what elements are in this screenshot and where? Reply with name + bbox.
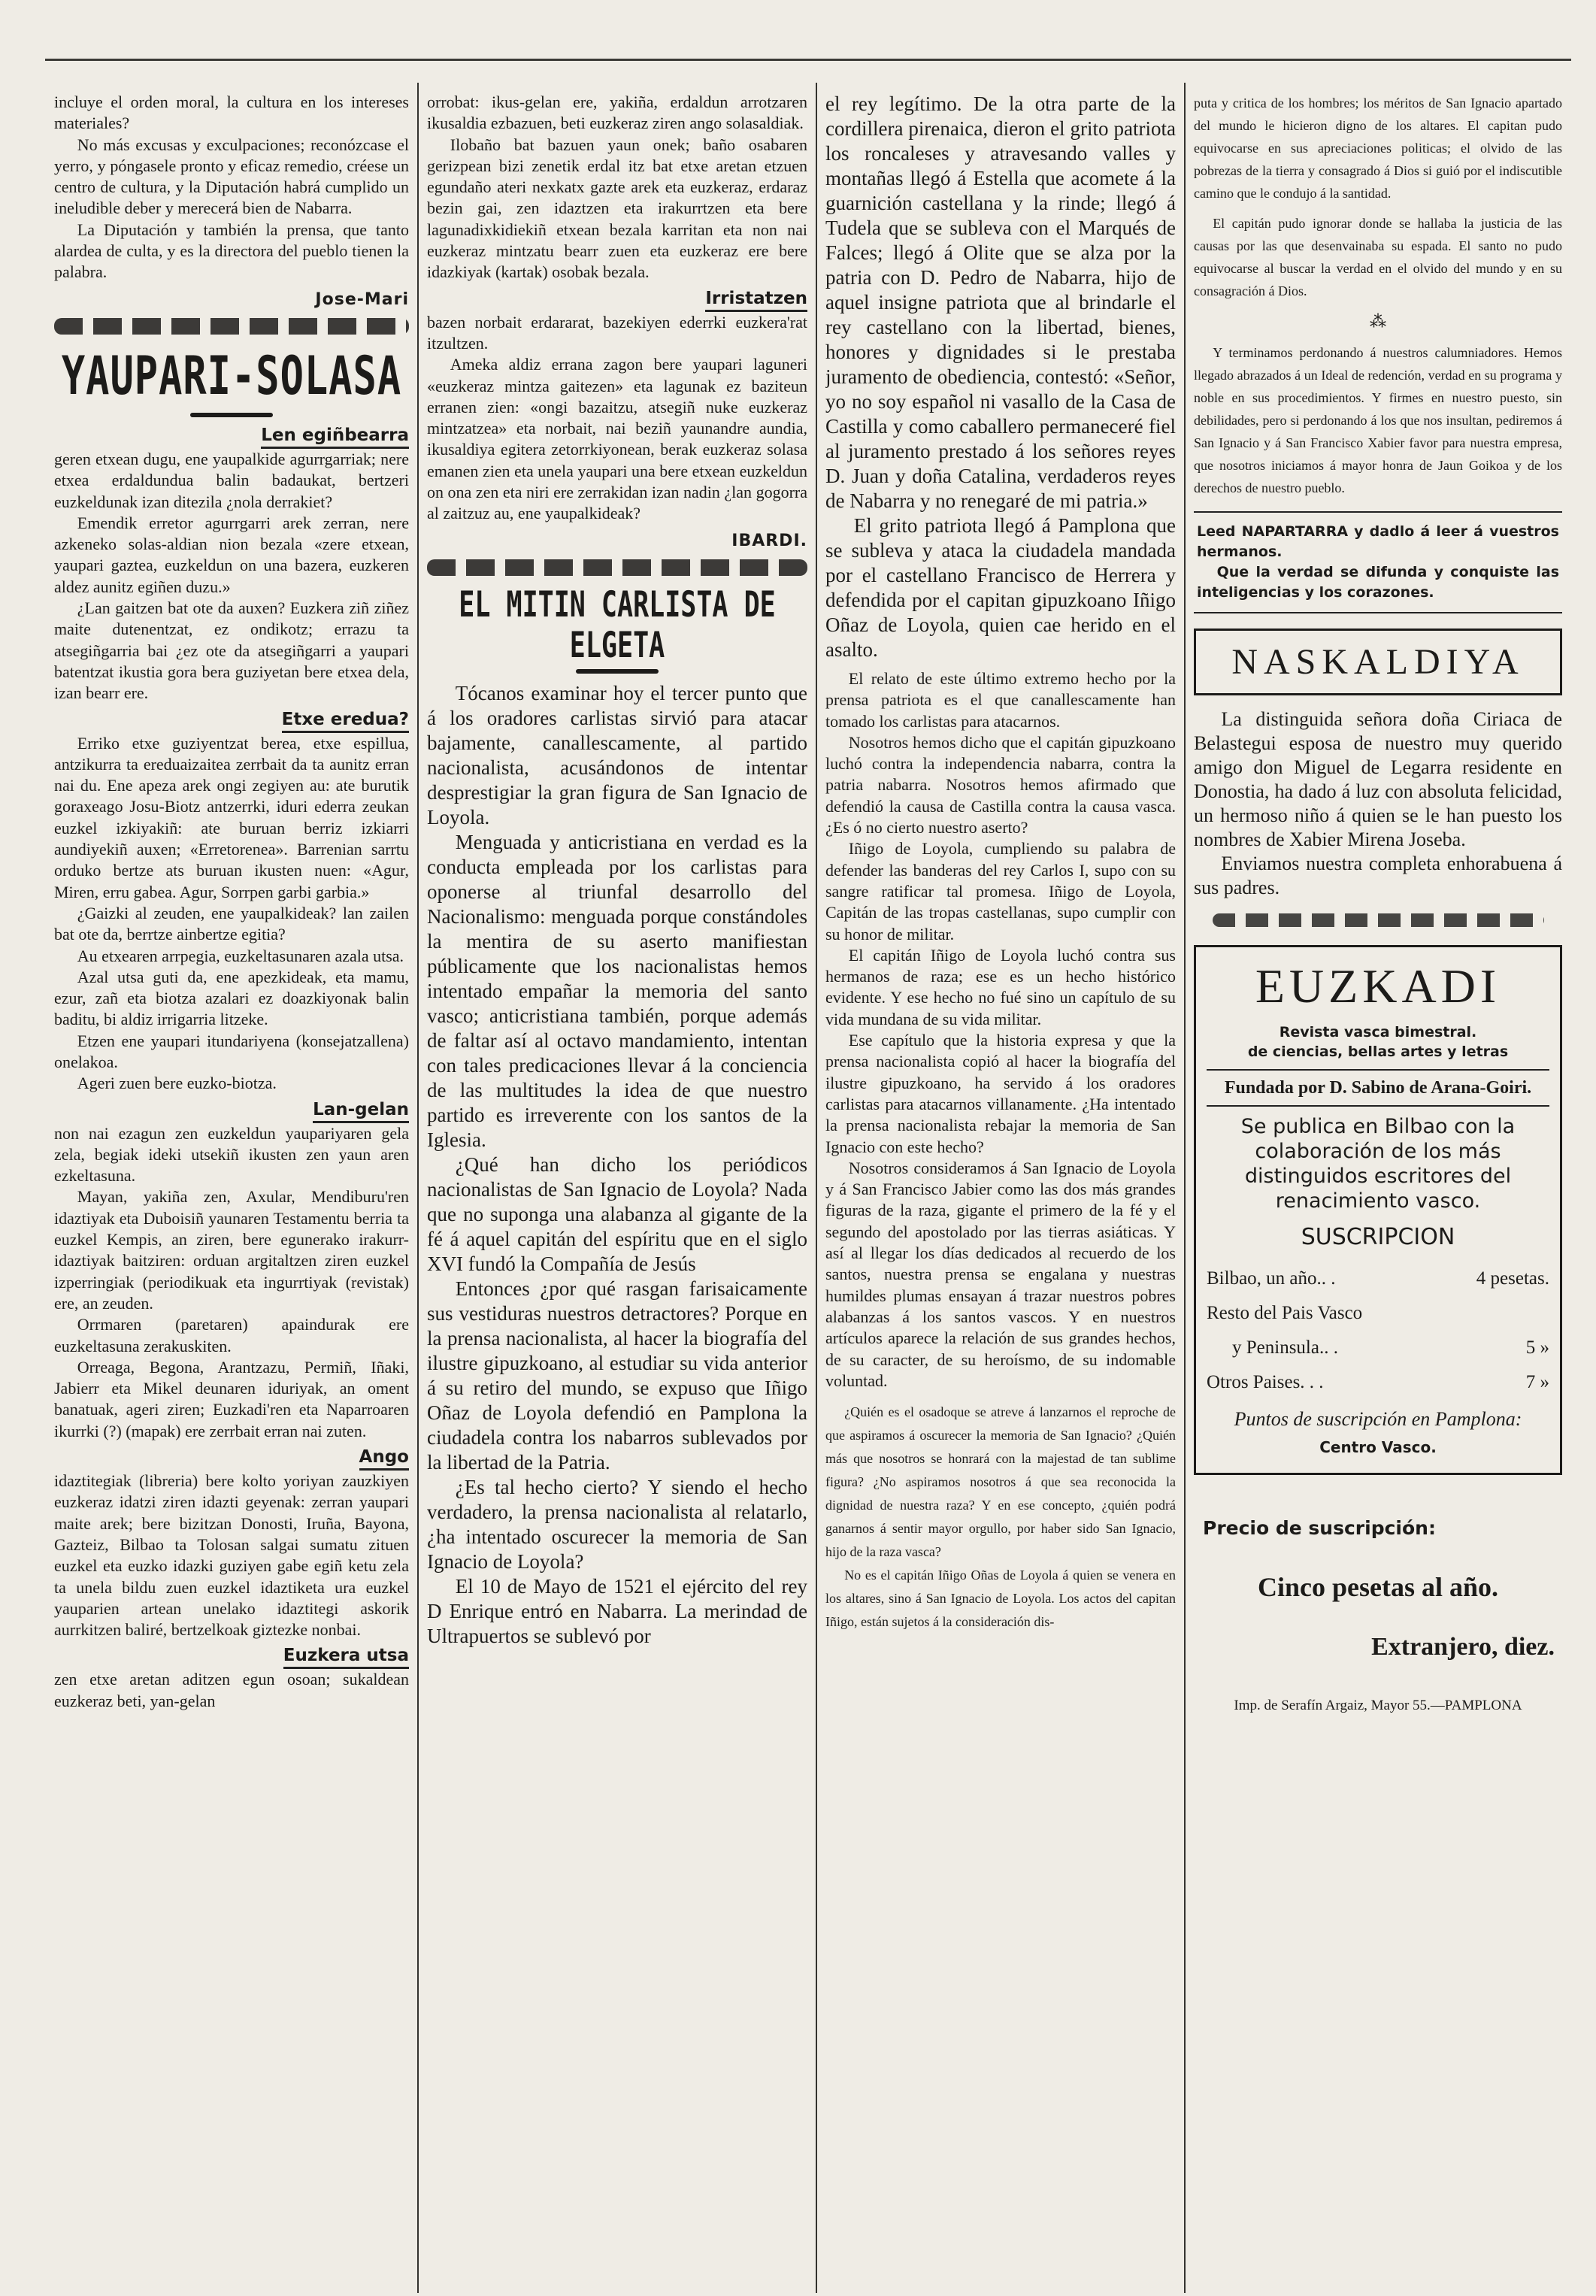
- col1-lan-4: Orreaga, Begona, Arantzazu, Permiñ, Iñaki, Jabierr eta Mikel deunaren iduriyak, an oment banatuak, ageri ziren; Euzkadi'ren eta Naparroaren ikurrki (?) (mapak) ere zerrbait erran nai zuten.: [54, 1357, 409, 1440]
- col4-p-b: El capitán pudo ignorar donde se hallaba la justicia de las causas por las que desenvainaba su espada. El santo no pudo equivocarse al buscar la verdad en el olvido del mundo y en su consagración á Dios.: [1194, 216, 1562, 298]
- ad-price-row: Resto del Pais Vasco: [1207, 1303, 1363, 1324]
- mitin-p6: El 10 de Mayo de 1521 el ejército del rey D Enrique entró en Nabarra. La merindad de Ultrapuertos se sublevó por: [427, 1574, 807, 1647]
- col1-etxe-1: Erriko etxe guziyentzat berea, etxe espillua, antzikurra ta ereduaizaitea zerrbait da ta aunitz erran nai du. Ene apeza arek ongi zegiyen au: ate burutik goraxeago Josu-Biotz antzerrki, iduri ederra zeukan euzkel izkiyakiñ: ate buruan berriz izkiarri aundiyekiñ auxen; «Erretorenea». Barrenian sarrtu orduko bertze ats buruan ikusten nuen: «Agur, Miren, erru gabea. Agur, Sorrpen garbi garbia.»: [54, 733, 409, 901]
- mitin-article-body: [427, 681, 807, 1649]
- mitin-p2: Menguada y anticristiana en verdad es la conducta empleada por los carlistas para oponerse al triunfal desarrollo del Nacionalismo: menguada porque constándoles la mentira de su aserto manifiestan públicamente que los nacionalistas hemos intentado empañar la memoria del santo vasco; anticristiana también, porque además de faltar así al octavo mandamiento, intentan con tales predicaciones llevar á la conciencia de las multitudes la idea de que nuestro partido es irreverente con los santos de la Iglesia.: [427, 830, 807, 1151]
- ad-price-table: [1207, 1262, 1549, 1400]
- ad-founded: Fundada por D. Sabino de Arana-Goiri.: [1207, 1069, 1549, 1107]
- col1-ango-1: idaztitegiak (libreria) bere kolto yoriyan zauzkiyen euzkeraz idatzi ziren idazti geyenak: zerran yaupari maite arek; bere bizitzan Donosti, Iruña, Bayona, Gazteiz, Bilbao ta Tolosan salgai sumatu zituen euzkel eta euzko idazki guziyen gabe egiñ ketu zela ta unela bildu zuen euzkel idaztiketa ura euzkel yauparien artean unelako idaztitegi askorik aurrkitzen baliré, bertzelkoak giztezke nonbai.: [54, 1471, 409, 1640]
- col1-etxe-2: ¿Gaizki al zeuden, ene yaupalkideak? lan zailen bat ote da, berrtze ainbertze egitia?: [54, 903, 409, 944]
- ornament-divider: [1213, 913, 1544, 927]
- column-2: [427, 92, 807, 2287]
- col4-continuation: [1194, 92, 1562, 499]
- title-dash: [190, 413, 273, 417]
- col1-lan-1: non nai ezagun zen euzkeldun yaupariyaren gela zela, begiak ideki utsekiñ ikusten zen yaun aren ezkeltasuna.: [54, 1123, 409, 1186]
- euzkadi-advertisement: [1194, 945, 1562, 1475]
- col1-excusas: No más excusas y exculpaciones; reconózcase el yerro, y póngasele pronto y eficaz remedio, créese un centro de cultura, y la Diputación habrá cumplido un ineludible deber y merecerá bien de Nabarra.: [54, 135, 409, 218]
- ad-price-row: Otros Paises. . . 7 »: [1207, 1372, 1549, 1393]
- col3-p-d: Nosotros hemos dicho que el capitán gipuzkoano luchó contra la independencia nabarra, contra la patria nabarra. Nosotros hemos afirmado que defendió la causa de Castilla contra la causa vasca. ¿Es ó no cierto nuestro aserto?: [825, 732, 1176, 838]
- asterism: ⁂: [1370, 312, 1386, 331]
- title-dash: [576, 669, 659, 674]
- col1-etxe-4: Azal utsa guti da, ene apezkideak, eta mamu, ezur, zañ eta biotza azalari ez doazkiyonak balin baditu, bi aldiz irrigarria litzeke.: [54, 967, 409, 1029]
- ad-body: Se publica en Bilbao con la colaboración de los más distinguidos escritores del renacimiento vasco.: [1240, 1115, 1516, 1213]
- ad-suscripcion: SUSCRIPCION: [1301, 1224, 1455, 1251]
- col3-large-text: [825, 92, 1176, 662]
- subheading-ango: Ango: [54, 1446, 409, 1468]
- col3-p-i: ¿Quién es el osadoque se atreve á lanzarnos el reproche de que aspiramos á oscurecer la memoria de San Ignacio? ¿Quién más que nosotros se honrará con la majestad de tan sublime figura? ¿No aspiramos nosotros á que sea reconocida la dignidad de nuestra raza? Y en ese concepto, ¿quién podrá ganarnos á sentir mayor orgullo, por haber sido San Ignacio, hijo de la raza vasca?: [825, 1404, 1176, 1560]
- col2-cont-1: orrobat: ikus-gelan ere, yakiña, erdaldun arrotzaren ikusaldia ezbazuen, beti euzkeraz ziren ango solasaldiak.: [427, 92, 807, 133]
- signature-ibardi: IBARDI.: [731, 531, 807, 550]
- subheading-etxe-eredua: Etxe eredua?: [54, 709, 409, 730]
- col3-small-text: [825, 1401, 1176, 1634]
- col2-cont-2: Ilobaño bat bazuen yaun onek; baño osabaren gerizpean bizi zenetik erdal itz bat etxe aretan etzuen egundaño ateri nexkatx gazte arek eta euzkeraz, erdaraz bezin gai, zen idaztzen eta irakurrtzen eta bere lagunadixkidiekiñ etxean bezala karritan eta non nai euzkeraz mintzatu bearr zuen eta euzkeraz ere bere idazkiyak (kartak) osobak bezala.: [427, 135, 807, 282]
- col3-p-h: Nosotros consideramos á San Ignacio de Loyola y á San Francisco Jabier como las dos más grandes figuras de la raza, gigante el primero de la fé y el segundo del apostolado por las tierras asiáticas. Y así al llegar los días dedicados al recuerdo de los santos, nuestra prensa se engalana y nuestras humildes plumas ensayan á trazar nuestros pobres alabanzas á los santos vascos. Y en nuestros artículos aparece la relación de sus grandes hechos, de su caracter, de su heroísmo, de su indomable voluntad.: [825, 1158, 1176, 1390]
- mitin-p5: ¿Es tal hecho cierto? Y siendo el hecho verdadero, la prensa nacionalista al relatarlo, ¿ha intentado oscurecer la memoria de San Ignacio de Loyola?: [427, 1475, 807, 1573]
- col1-etxe-5: Etzen ene yaupari itundariyena (konsejatzallena) onelakoa.: [54, 1031, 409, 1071]
- notice-line-2: Que la verdad se difunda y conquiste las inteligencias y los corazones.: [1197, 564, 1559, 601]
- subscription-price-block: [1194, 1516, 1562, 1716]
- col3-p-e: Iñigo de Loyola, cumpliendo su palabra de defender las banderas del rey Carlos I, supo con su sangre ratificar tal promesa. Iñigo de Loyola, Capitán de las tropas castellanas, supo cumplir con su honor de militar.: [825, 839, 1176, 944]
- column-divider-3: [1184, 83, 1186, 2293]
- col1-diputacion: La Diputación y también la prensa, que tanto alardea de culta, y es la directora del pueblo tienen la palabra.: [54, 220, 409, 282]
- ad-price-row: y Peninsula.. . 5 »: [1232, 1337, 1549, 1359]
- col3-p-f: El capitán Iñigo de Loyola luchó contra sus hermanos de raza; ese es un hecho histórico evidente. Y ese hecho no fué sino un capítulo de su vida mundana de su vida militar.: [825, 945, 1176, 1028]
- column-4: [1194, 92, 1562, 2287]
- subheading-len-eginbearra: Len egiñbearra: [54, 425, 409, 446]
- col4-p-a: puta y critica de los hombres; los méritos de San Ignacio apartado del mundo le hicieron digno de los altares. El capitan pudo equivocarse en sus apreciaciones politicas; el olvido de las pobrezas de la tierra y consagrado á Dios si guió por el indiscutible camino que le condujo á la santidad.: [1194, 95, 1562, 201]
- subheading-lan-gelan: Lan-gelan: [54, 1099, 409, 1120]
- column-1: [54, 92, 409, 2287]
- col1-len-1: geren etxean dugu, ene yaupalkide agurrgarriak; nere etxea erdaldundua balin badaukat, bertzeri euzkeldunak izan ditezila ¿nola derrakiet?: [54, 449, 409, 511]
- col3-p-c: El relato de este último extremo hecho por la prensa patriota es el que canallescamente han tomado los carlistas para atacarnos.: [825, 669, 1176, 731]
- col1-lan-2: Mayan, yakiña zen, Axular, Mendiburu'ren idaztiyak eta Duboisiñ yaunaren Testamentu berria ta euzkel Kempis, an ziren, bere egunerako irakurr-idaztiyak baitziren: orduan argitaltzen ziren euzkel izperringiak (periodikuak eta ingurrtiyak (revistak) ere, an zeuden.: [54, 1187, 409, 1313]
- col3-p-b: El grito patriota llegó á Pamplona que se subleva y ataca la ciudadela mandada por el castellano Francisco de Herrera y defendida por el capitan gipuzkoano Iñigo Oñaz de Loyola, quien cae herido en el asalto.: [825, 514, 1176, 661]
- column-3: [825, 92, 1176, 2287]
- col1-lan-3: Orrmaren (paretaren) apaindurak ere euzkeltasuna zerakuskiten.: [54, 1315, 409, 1355]
- notice-line-1: Leed NAPARTARRA y dadlo á leer á vuestros hermanos.: [1197, 523, 1559, 561]
- column-divider-2: [816, 83, 817, 2293]
- top-rule: [45, 59, 1571, 61]
- mitin-p1: Tócanos examinar hoy el tercer punto que á los oradores carlistas sirvió para atacar bajamente, canallescamente, al partido nacionalista, acusándonos de intentar desprestigiar la gran figura de San Ignacio de Loyola.: [427, 681, 807, 828]
- ornament-divider: [427, 559, 807, 576]
- col1-etxe-6: Ageri zuen bere euzko-biotza.: [77, 1074, 277, 1093]
- ad-subtitle-2: de ciencias, bellas artes y letras: [1247, 1043, 1509, 1061]
- price-main: Cinco pesetas al año.: [1257, 1572, 1498, 1603]
- col3-p-g: Ese capítulo que la historia expresa y que la prensa nacionalista copió al hacer la biografía del ilustre gipuzkoano, ha servido á los oradores carlistas para atacarnos villanamente. ¿Ha intentado la prensa nacionalista rebajar la memoria de San Ignacio con este hecho?: [825, 1031, 1176, 1156]
- ad-centro-vasco: Centro Vasco.: [1319, 1438, 1437, 1457]
- col1-intro: incluye el orden moral, la cultura en los intereses materiales?: [54, 92, 409, 133]
- section-title-mitin-carlista: EL MITIN CARLISTA DE ELGETA: [459, 584, 776, 666]
- col2-irris-2: Ameka aldiz errana zagon bere yaupari laguneri «euzkeraz mintza gaitezen» eta lagunak ez baziteun erranen zien: «ongi bazaitzu, atsegiñ nuke euzkeraz mintzatzea» eta norbait, nai beziñ yaunandre aundia, ikusaldiya egitera zetorrkiyonean, berak euzkeraz solasa emanen zien eta unela yaupari una bere etxean euzkeldun on ona zen eta niri ere zerrakidan izan nadin ¿lan gogorra al zaitzuz au, ene yaupalkideak?: [427, 355, 807, 523]
- ad-subtitle-1: Revista vasca bimestral.: [1279, 1024, 1477, 1041]
- price-title: Precio de suscripción:: [1203, 1517, 1436, 1540]
- section-title-yaupari-solasa: YAUPARI-SOLASA: [61, 346, 402, 407]
- mitin-p4: Entonces ¿por qué rasgan farisaicamente sus vestiduras nuestros detractores? Porque en la prensa nacionalista, al hacer la biografía del ilustre gipuzkoano, al estudiar su vida anterior á su retiro del mundo, se expuso que Iñigo Oñaz de Loyola defendió en Pamplona la ciudadela contra los nabarros sublevados por la libertad de la Patria.: [427, 1277, 807, 1474]
- signature-jose-mari: Jose-Mari: [315, 289, 409, 309]
- subheading-euzkera-utsa: Euzkera utsa: [54, 1645, 409, 1666]
- col3-p-j: No es el capitán Iñigo Oñas de Loyola á quien se venera en los altares, sino á San Ignacio de Loyola. Los actos del capitan Iñigo, están sujetos á la consideración dis-: [825, 1568, 1176, 1630]
- col1-euzkera: zen etxe aretan aditzen egun osoan; sukaldean euzkeraz beti, yan-gelan: [54, 1670, 409, 1710]
- col2-irris-1: bazen norbait erdararat, bazekiyen ederrki euzkera'rat itzultzen.: [427, 312, 807, 353]
- col3-bold-text: [825, 668, 1176, 1392]
- notice-box: [1194, 511, 1562, 613]
- col4-p-c: Y terminamos perdonando á nuestros calumniadores. Hemos llegado abrazados á un Ideal de redención, verdad en su programa y noble en sus procedimientos. Y firmes en nuestro puesto, sin debilidades, pero si perdonando á los que nos insultan, pediremos á San Ignacio y á San Francisco Xabier favor para nuestra empresa, que nosotros iniciamos á mayor honra de Jaun Goikoa y de los derechos de nuestro pueblo.: [1194, 345, 1562, 496]
- col3-p-a: el rey legítimo. De la otra parte de la cordillera pirenaica, dieron el grito patriota los roncaleses y atravesando valles y montañas llegó á Estella que acomete á la guarnición castellana y la rinde; llegó á Tudela que se subleva con el Marqués de Falces; llegó á Olite que se alza por la patria con D. Pedro de Nabarra, hijo de aquel insigne patriota que al brindarle el rey castellano con la libertad, bienes, honores y dignidades si le prestaba juramento de obediencia, contestó: «Señor, yo no soy español ni vasallo de la Casa de Castilla y como caballero permaneceré fiel al juramento prestado á los señores reyes D. Juan y doña Catalina, verdaderos reyes de Nabarra y no renegaré de mi patria.»: [825, 92, 1176, 512]
- price-foreign: Extranjero, diez.: [1371, 1633, 1555, 1661]
- col1-len-3: ¿Lan gaitzen bat ote da auxen? Euzkera ziñ ziñez maite dutenentzat, ez ondikotz; errazu ta atsegiñgarria bai ¿ez ote da atsegiñgarri a yaupari batentzat ikustia gora bera guziyetan bere etxea dela, izan bearr ere.: [54, 598, 409, 703]
- imprint: Imp. de Serafín Argaiz, Mayor 55.—PAMPLONA: [1234, 1698, 1522, 1714]
- ad-title-euzkadi: EUZKADI: [1255, 959, 1501, 1013]
- naskaldiya-p2: Enviamos nuestra completa enhorabuena á sus padres.: [1194, 853, 1562, 899]
- ornament-divider: [54, 318, 409, 335]
- ad-points: Puntos de suscripción en Pamplona: Centro Vasco.: [1234, 1408, 1522, 1457]
- mitin-p3: ¿Qué han dicho los periódicos nacionalistas de San Ignacio de Loyola? Nada que no suponga una alabanza al gigante de la fé á aquel capitán del espíritu que en el siglo XVI fundó la Compañía de Jesús: [427, 1153, 807, 1275]
- col1-len-2: Emendik erretor agurrgarri arek zerran, nere azkeneko solas-aldian nion bezala «zere etxean, yaupari gaztea, euzkeldun on una bazera, euzkeren aldez aunitz egiñen duzu.»: [54, 513, 409, 596]
- subheading-irristatzen: Irristatzen: [427, 288, 807, 309]
- column-divider-1: [417, 83, 419, 2293]
- ad-price-row: Bilbao, un año.. . 4 pesetas.: [1207, 1268, 1549, 1289]
- naskaldiya-p1: La distinguida señora doña Ciriaca de Belastegui esposa de nuestro muy querido amigo don Miguel de Legarra residente en Donostia, ha dado á luz con absoluta felicidad, un hermoso niño á quien se le han puesto los nombres de Xabier Mirena Joseba.: [1194, 708, 1562, 851]
- col1-etxe-3: Au etxearen arrpegia, euzkeltasunaren azala utsa.: [77, 946, 404, 965]
- naskaldiya-body: [1194, 707, 1562, 900]
- naskaldiya-title: NASKALDIYA: [1194, 629, 1562, 695]
